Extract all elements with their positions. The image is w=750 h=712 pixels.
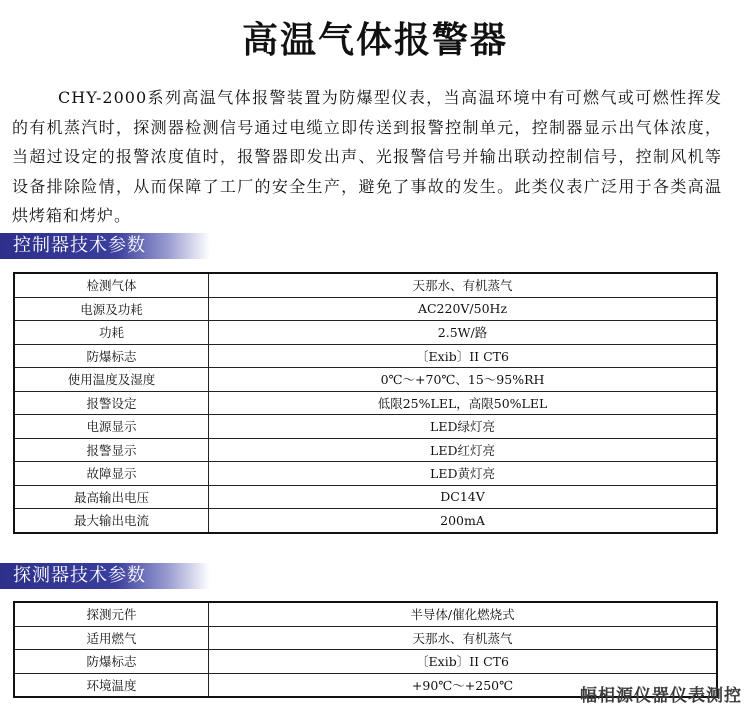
param-name: 最大输出电流 (14, 509, 209, 533)
param-value: 天那水、有机蒸气 (209, 626, 718, 650)
param-value: LED红灯亮 (209, 438, 718, 462)
table-row (14, 391, 717, 415)
table-row (14, 650, 717, 674)
param-name: 报警显示 (14, 438, 209, 462)
param-value: 天那水、有机蒸气 (209, 273, 718, 297)
param-name: 电源及功耗 (14, 297, 209, 321)
param-value: 200mA (209, 509, 718, 533)
table-row (14, 297, 717, 321)
param-name: 探测元件 (14, 602, 209, 626)
param-name: 电源显示 (14, 415, 209, 439)
table-row (14, 321, 717, 345)
param-value: +90℃～+250℃ (209, 673, 718, 697)
param-value: 2.5W/路 (209, 321, 718, 345)
param-value: 〔Exib〕II CT6 (209, 344, 718, 368)
param-name: 防爆标志 (14, 650, 209, 674)
param-name: 适用燃气 (14, 626, 209, 650)
param-value: 0℃～+70℃、15～95%RH (209, 368, 718, 392)
table-row (14, 602, 717, 626)
controller-section-header (0, 233, 210, 259)
table-row (14, 509, 717, 533)
table-row (14, 438, 717, 462)
param-value: LED绿灯亮 (209, 415, 718, 439)
table-row (14, 368, 717, 392)
table-row (14, 485, 717, 509)
param-name: 报警设定 (14, 391, 209, 415)
table-row (14, 626, 717, 650)
param-name: 检测气体 (14, 273, 209, 297)
controller-section-title: 控制器技术参数 (13, 235, 146, 256)
page-title: 高温气体报警器 (241, 19, 508, 61)
param-value: LED黄灯亮 (209, 462, 718, 486)
controller-spec-table (13, 272, 718, 534)
param-value: AC220V/50Hz (209, 297, 718, 321)
param-name: 功耗 (14, 321, 209, 345)
detector-section-header (0, 563, 210, 589)
table-row (14, 462, 717, 486)
table-row (14, 415, 717, 439)
param-value: 〔Exib〕II CT6 (209, 650, 718, 674)
param-value: 半导体/催化燃烧式 (209, 602, 718, 626)
detector-section-title: 探测器技术参数 (13, 565, 146, 586)
param-name: 故障显示 (14, 462, 209, 486)
param-name: 防爆标志 (14, 344, 209, 368)
table-row (14, 344, 717, 368)
param-value: 低限25%LEL，高限50%LEL (209, 391, 718, 415)
param-value: DC14V (209, 485, 718, 509)
param-name: 最高输出电压 (14, 485, 209, 509)
table-row (14, 273, 717, 297)
intro-paragraph: CHY-2000系列高温气体报警装置为防爆型仪表，当高温环境中有可燃气或可燃性挥发的有机蒸汽时，探测器检测信号通过电缆立即传送到报警控制单元，控制器显示出气体浓度，当超过设定的报警浓度值时，报警器即发出声、光报警信号并输出联动控制信号，控制风机等设备排除险情，从而保障了工厂的安全生产，避免了事故的发生。此类仪表广泛用于各类高温烘烤箱和烤炉。 (12, 88, 722, 225)
param-name: 使用温度及湿度 (14, 368, 209, 392)
param-name: 环境温度 (14, 673, 209, 697)
watermark: 幅相源仪器仪表测控 (580, 686, 742, 706)
